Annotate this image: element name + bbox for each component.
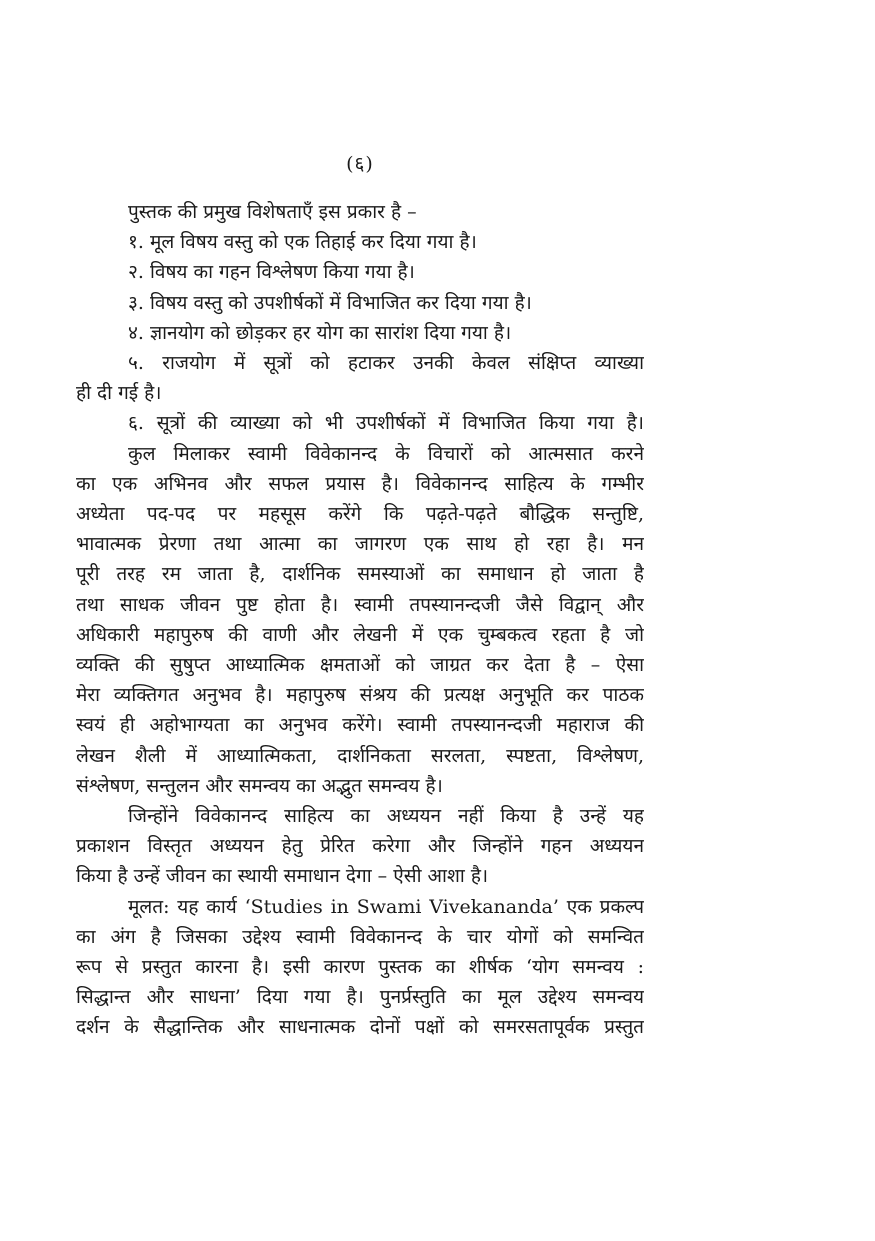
text-line: रूप से प्रस्तुत कारना है। इसी कारण पुस्तक का शीर्षक ‘योग समन्वय : — [76, 956, 644, 979]
text-line: का अंग है जिसका उद्देश्य स्वामी विवेकानन्द के चार योगों को समन्वित — [76, 925, 644, 948]
text-line: दर्शन के सैद्धान्तिक और साधनात्मक दोनों पक्षों को समरसतापूर्वक प्रस्तुत — [76, 1016, 644, 1039]
text-line: पुस्तक की प्रमुख विशेषताएँ इस प्रकार है – — [128, 201, 417, 223]
text-line: ही दी गई है। — [76, 382, 162, 405]
text-line: स्वयं ही अहोभाग्यता का अनुभव करेंगे। स्वामी तपस्यानन्दजी महाराज की — [76, 714, 644, 737]
text-line: भावात्मक प्रेरणा तथा आत्मा का जागरण एक साथ हो रहा है। मन — [76, 533, 644, 556]
page-number: (६) — [346, 153, 374, 175]
text-line: २. विषय का गहन विश्लेषण किया गया है। — [128, 261, 415, 284]
text-line: ५. राजयोग में सूत्रों को हटाकर उनकी केवल संक्षिप्त व्याख्या — [128, 352, 644, 375]
text-line: लेखन शैली में आध्यात्मिकता, दार्शनिकता सरलता, स्पष्टता, विश्लेषण, — [76, 744, 644, 767]
text-line: तथा साधक जीवन पुष्ट होता है। स्वामी तपस्यानन्दजी जैसे विद्वान् और — [76, 593, 644, 616]
text-line: ४. ज्ञानयोग को छोड़कर हर योग का सारांश दिया गया है। — [128, 321, 512, 344]
text-line: मूलत: यह कार्य ‘Studies in Swami Vivekananda’ एक प्रकल्प — [128, 895, 644, 918]
text-line: व्यक्ति की सुषुप्त आध्यात्मिक क्षमताओं को जाग्रत कर देता है – ऐसा — [76, 654, 644, 677]
text-line: कुल मिलाकर स्वामी विवेकानन्द के विचारों को आत्मसात करने — [128, 442, 644, 465]
text-line: अधिकारी महापुरुष की वाणी और लेखनी में एक चुम्बकत्व रहता है जो — [76, 623, 644, 646]
text-line: १. मूल विषय वस्तु को एक तिहाई कर दिया गया है। — [128, 231, 477, 254]
text-line: ६. सूत्रों की व्याख्या को भी उपशीर्षकों में विभाजित किया गया है। — [128, 412, 644, 435]
text-line: संश्लेषण, सन्तुलन और समन्वय का अद्भुत समन्वय है। — [76, 774, 443, 797]
text-line: जिन्होंने विवेकानन्द साहित्य का अध्ययन नहीं किया है उन्हें यह — [128, 805, 644, 828]
text-line: प्रकाशन विस्तृत अध्ययन हेतु प्रेरित करेगा और जिन्होंने गहन अध्ययन — [76, 835, 644, 858]
text-line: मेरा व्यक्तिगत अनुभव है। महापुरुष संश्रय की प्रत्यक्ष अनुभूति कर पाठक — [76, 684, 644, 707]
text-line: सिद्धान्त और साधना’ दिया गया है। पुनर्प्रस्तुति का मूल उद्देश्य समन्वय — [76, 986, 644, 1009]
body-text — [76, 197, 644, 1043]
text-line: ३. विषय वस्तु को उपशीर्षकों में विभाजित कर दिया गया है। — [128, 291, 532, 314]
text-line: किया है उन्हें जीवन का स्थायी समाधान देगा – ऐसी आशा है। — [76, 865, 489, 888]
text-line: पूरी तरह रम जाता है, दार्शनिक समस्याओं का समाधान हो जाता है — [76, 563, 644, 586]
text-line: का एक अभिनव और सफल प्रयास है। विवेकानन्द साहित्य के गम्भीर — [76, 472, 644, 495]
text-line: अध्येता पद-पद पर महसूस करेंगे कि पढ़ते-पढ़ते बौद्धिक सन्तुष्टि, — [76, 503, 644, 526]
